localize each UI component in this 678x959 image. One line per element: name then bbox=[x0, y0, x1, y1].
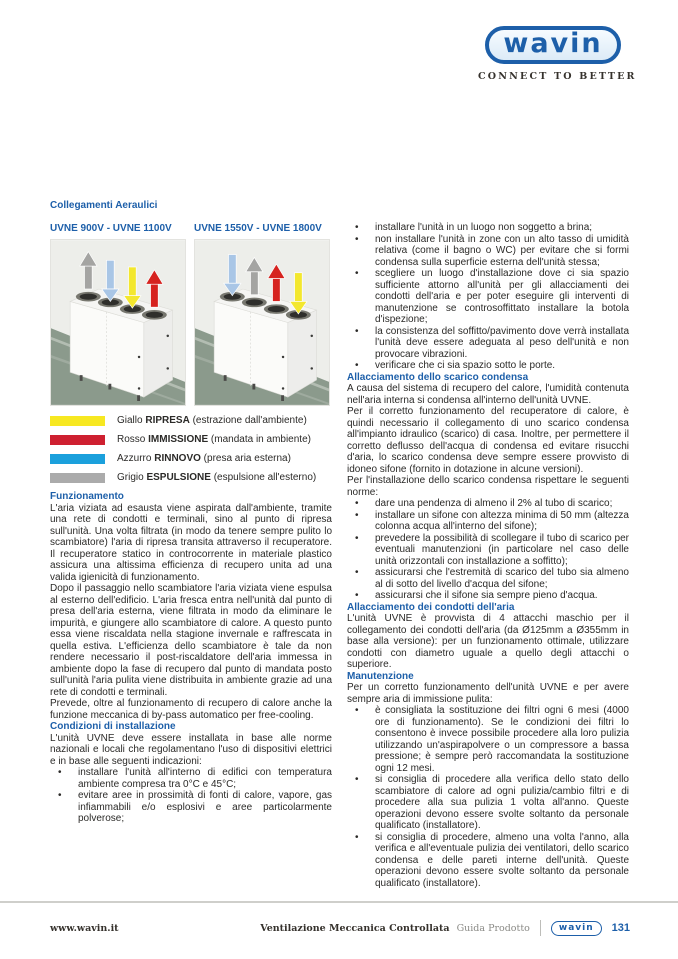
condizioni-bullet-list bbox=[50, 767, 332, 825]
figure-captions bbox=[50, 223, 332, 235]
list-item: • verificare che ci sia spazio sotto le porte. bbox=[347, 360, 629, 372]
page-number: 131 bbox=[611, 922, 630, 934]
heading-condizioni-installazione: Condizioni di installazione bbox=[50, 721, 176, 732]
brand-tagline: CONNECT TO BETTER bbox=[478, 71, 637, 82]
page-footer bbox=[50, 920, 630, 936]
footer-website-url: www.wavin.it bbox=[50, 922, 119, 934]
footer-wavin-logo: wavin bbox=[551, 921, 602, 936]
footer-vertical-divider bbox=[540, 920, 541, 936]
wavin-logo-text: wavin bbox=[503, 28, 603, 59]
list-item: • assicurarsi che il sifone sia sempre pieno d'acqua. bbox=[347, 590, 629, 602]
wavin-logo bbox=[485, 26, 620, 64]
legend-label: Rosso IMMISSIONE (mandata in ambiente) bbox=[117, 433, 311, 445]
list-item: • prevedere la possibilità di scollegare il tubo di scarico per eventuali manutenzioni (in particolare nel caso delle unità orizzontali con installazione a soffitto); bbox=[347, 533, 629, 568]
condotti-paragraph: L'unità UVNE è provvista di 4 attacchi maschio per il collegamento dei condotti dell'aria (da Ø125mm a Ø355mm in base alla versione): per un funzionamento ottimale, utilizzare condotti con diametro uguale a quello degli attacchi o superiore. bbox=[347, 613, 629, 670]
brand-block bbox=[478, 26, 637, 82]
airflow-color-legend bbox=[50, 415, 332, 483]
legend-item bbox=[50, 453, 332, 464]
unit-photos bbox=[50, 239, 332, 406]
heading-scarico-condensa: Allacciamento dello scarico condensa bbox=[347, 371, 529, 383]
legend-color-swatch bbox=[50, 416, 105, 426]
scarico-norme-intro: Per l'installazione dello scarico condensa rispettare le seguenti norme: bbox=[347, 475, 629, 498]
legend-color-swatch bbox=[50, 473, 105, 483]
scarico-bullet-list bbox=[347, 498, 629, 602]
heading-manutenzione: Manutenzione bbox=[347, 670, 414, 682]
list-item: • scegliere un luogo d'installazione dove ci sia spazio sufficiente attorno all'unità per gli allacciamenti dei condotti dell'aria e per poter eseguire gli interventi di manutenzione se controsoffittato installare la botola d'ispezione; bbox=[347, 268, 629, 326]
heading-condotti-aria: Allacciamento dei condotti dell'aria bbox=[347, 601, 515, 613]
section-title-collegamenti: Collegamenti Aeraulici bbox=[50, 200, 158, 211]
funzionamento-paragraph: Prevede, oltre al funzionamento di recupero di calore anche la funzione meccanica di by-pass automatico per free-cooling. bbox=[50, 698, 332, 721]
heading-funzionamento: Funzionamento bbox=[50, 491, 124, 502]
left-column bbox=[50, 200, 332, 889]
list-item: • non installare l'unità in zone con un alto tasso di umidità relativa (come il bagno o WC) per evitare che si formi condensa sulla superficie esterna dell'unità stessa; bbox=[347, 234, 629, 269]
footer-doc-subtitle: Guida Prodotto bbox=[456, 922, 530, 934]
right-column bbox=[347, 200, 629, 889]
condizioni-intro: L'unità UVNE deve essere installata in base alle norme nazionali e locali che regolamentano l'uso di dispositivi elettrici e in base alle seguenti indicazioni: bbox=[50, 732, 332, 767]
unit-photo-uvne-900v-1100v bbox=[50, 239, 186, 406]
footer-doc-title: Ventilazione Meccanica Controllata bbox=[260, 922, 450, 934]
list-item: • installare l'unità in un luogo non soggetto a brina; bbox=[347, 222, 629, 234]
list-item: • si consiglia di procedere, almeno una volta l'anno, alla verifica e all'eventuale pulizia dei ventilatori, dello scarico condensa e delle pareti interne dell'unità. Queste operazioni devono essere svolte soltanto da personale qualificato (installatore). bbox=[347, 832, 629, 890]
manutenzione-bullet-list bbox=[347, 705, 629, 889]
legend-label: Grigio ESPULSIONE (espulsione all'esterno) bbox=[117, 471, 317, 483]
ventilation-unit-illustration bbox=[51, 240, 185, 405]
funzionamento-paragraph: Dopo il passaggio nello scambiatore l'aria viziata viene espulsa al esterno dell'edificio. L'aria fresca entra nell'unità dal punto di presa dell'aria esterna, viene filtrata in modo da eliminare le impurità, e giungere allo scambiatore di calore. A questo punto essa viene riscaldata nella stagione invernale e raffrescata in quella estiva. L'efficienza dello scambiatore è tale da non rendere necessario il post-riscaldatore dell'aria immessa in ambiente dopo la fase di recupero dal punto di mandata posto sull'unità l'aria pulita viene distribuita in ambiente grazie ad una rete di condotti e terminali. bbox=[50, 583, 332, 698]
footer-doc-info bbox=[260, 923, 530, 934]
list-item: • è consigliata la sostituzione dei filtri ogni 6 mesi (4000 ore di funzionamento). Se le condizioni dei filtri lo consentono è invece possibile procedere alla loro pulizia utilizzando un'aspirapolvere o un compressore a bassa pressione; è sempre però raccomandata la sostituzione ogni 12 mesi. bbox=[347, 705, 629, 774]
funzionamento-paragraph: L'aria viziata ad esausta viene aspirata dall'ambiente, tramite una rete di condotti e terminali, sino al punto di ripresa sull'unità. Una volta filtrata (in modo da tenere sempre pulito lo scambiatore) l'aria di ripresa transita attraverso il recuperatore. Il recuperatore statico in controcorrente in materiale plastico assicura una altissima efficienza di recupero unita ad una valida igienicità di funzionamento. bbox=[50, 502, 332, 583]
legend-item bbox=[50, 415, 332, 426]
scarico-paragraph: A causa del sistema di recupero del calore, l'umidità contenuta nell'aria interna si condensa all'interno dell'unità UVNE. bbox=[347, 383, 629, 406]
manutenzione-intro: Per un corretto funzionamento dell'unità UVNE e per avere sempre aria di immissione pulita: bbox=[347, 682, 629, 705]
figure-caption-2: UVNE 1550V - UVNE 1800V bbox=[194, 222, 322, 234]
list-item: • la consistenza del soffitto/pavimento dove verrà installata l'unità deve essere adeguata al peso dell'unità e non provocare vibrazioni. bbox=[347, 326, 629, 361]
list-item: • assicurarsi che l'estremità di scarico del tubo sia almeno al di sotto del livello d'acqua del sifone; bbox=[347, 567, 629, 590]
legend-color-swatch bbox=[50, 454, 105, 464]
legend-color-swatch bbox=[50, 435, 105, 445]
unit-photo-uvne-1550v-1800v bbox=[194, 239, 330, 406]
installazione-bullet-list bbox=[347, 222, 629, 372]
scarico-paragraph: Per il corretto funzionamento del recuperatore di calore, è quindi necessario il collegamento di uno scarico condensa all'impianto idraulico (scarico) di casa. Inoltre, per permettere il corretto deflusso dell'acqua di condensa ed evitare risucchi d'aria, lo scarico condensa deve sempre essere provvisto di idoneo sifone (fornito in dotazione in alcune versioni). bbox=[347, 406, 629, 475]
content-columns bbox=[50, 200, 630, 889]
list-item: • evitare aree in prossimità di fonti di calore, vapore, gas infiammabili e/o esplosivi e aree particolarmente polverose; bbox=[50, 790, 332, 825]
list-item: • dare una pendenza di almeno il 2% al tubo di scarico; bbox=[347, 498, 629, 510]
list-item: • installare l'unità all'interno di edifici con temperatura ambiente compresa tra 0°C e 45°C; bbox=[50, 767, 332, 790]
legend-item bbox=[50, 472, 332, 483]
ventilation-unit-illustration bbox=[195, 240, 329, 405]
list-item: • installare un sifone con altezza minima di 50 mm (altezza colonna acqua all'interno del sifone); bbox=[347, 510, 629, 533]
legend-item bbox=[50, 434, 332, 445]
footer-divider-rule bbox=[0, 901, 678, 903]
figure-caption-1: UVNE 900V - UVNE 1100V bbox=[50, 222, 172, 234]
list-item: • si consiglia di procedere alla verifica dello stato dello scambiatore di calore ad ogni pulizia/cambio filtri e di procedere alla sua pulizia 1 volta all'anno. Queste operazioni devono essere svolte soltanto da personale qualificato (installatore). bbox=[347, 774, 629, 832]
legend-label: Giallo RIPRESA (estrazione dall'ambiente) bbox=[117, 414, 307, 426]
legend-label: Azzurro RINNOVO (presa aria esterna) bbox=[117, 452, 291, 464]
